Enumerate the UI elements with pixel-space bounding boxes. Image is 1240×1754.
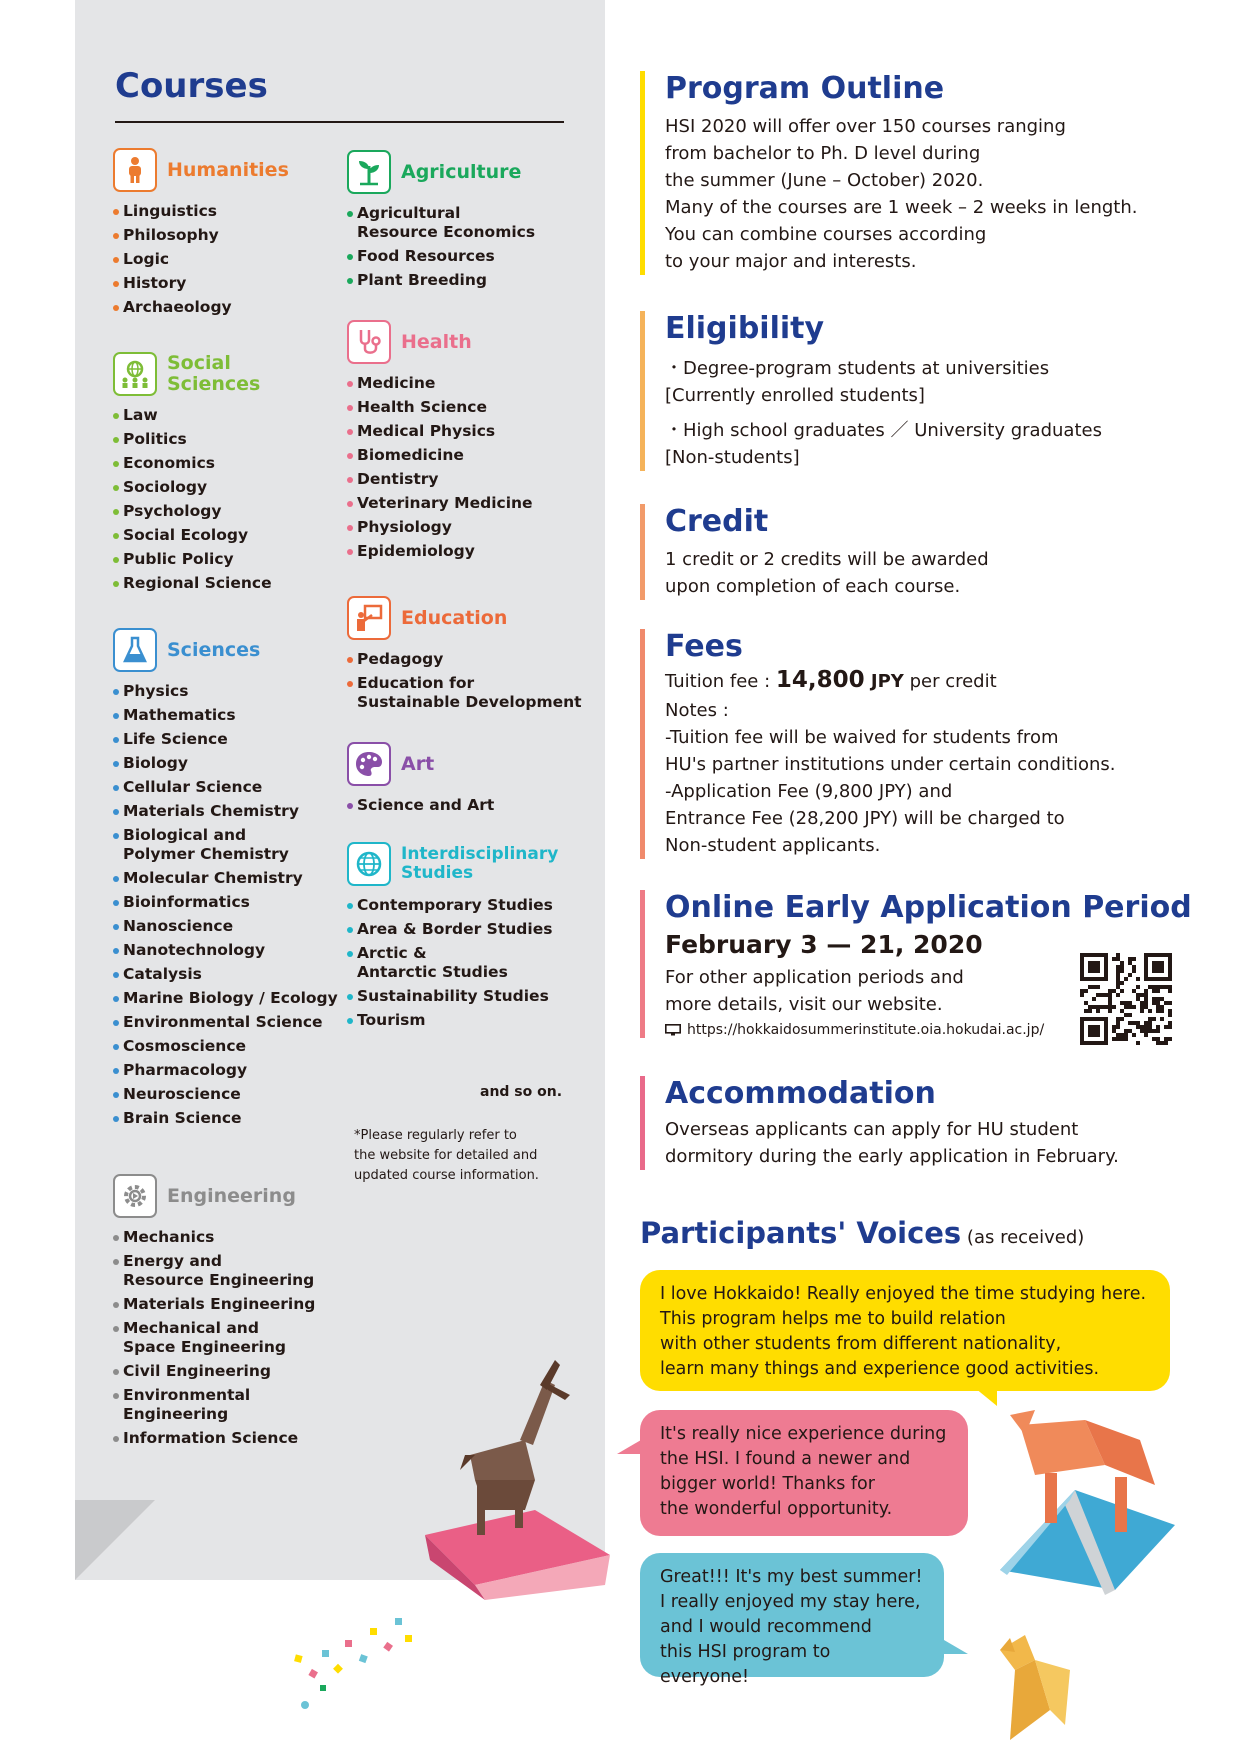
category-title: Humanities	[167, 158, 289, 181]
tuition-label: Tuition fee :	[665, 671, 776, 692]
course-item: Sustainability Studies	[347, 987, 558, 1006]
course-item: Biology	[113, 754, 338, 773]
category-art	[347, 740, 494, 820]
eligibility-item: ・High school graduates ／ University graduates [Non-students]	[665, 420, 1102, 468]
globe-people-icon	[113, 352, 157, 396]
course-item: Area & Border Studies	[347, 920, 558, 939]
course-item: Veterinary Medicine	[347, 494, 533, 513]
course-item: Linguistics	[113, 202, 289, 221]
plant-icon	[347, 150, 391, 194]
course-item: Nanoscience	[113, 917, 338, 936]
course-list	[113, 682, 338, 1128]
course-item: Politics	[113, 430, 272, 449]
course-item: Molecular Chemistry	[113, 869, 338, 888]
palette-icon	[347, 742, 391, 786]
section-accent-bar	[640, 311, 645, 471]
category-social-sciences	[113, 350, 272, 598]
course-item: Food Resources	[347, 247, 535, 266]
and-so-on-text: and so on.	[480, 1084, 563, 1100]
category-title: Social Sciences	[167, 352, 261, 395]
tuition-amount: 14,800	[775, 667, 865, 693]
course-item: Health Science	[347, 398, 533, 417]
category-title: Interdisciplinary Studies	[401, 844, 559, 883]
origami-deer-on-book-illustration	[415, 1360, 615, 1600]
course-item: Physiology	[347, 518, 533, 537]
course-item: Marine Biology / Ecology	[113, 989, 338, 1008]
section-accent-bar	[640, 71, 645, 275]
course-item: Life Science	[113, 730, 338, 749]
teacher-icon	[347, 596, 391, 640]
credit-text: 1 credit or 2 credits will be awarded upon completion of each course.	[665, 549, 989, 597]
course-item: Information Science	[113, 1429, 315, 1448]
category-humanities	[113, 146, 289, 322]
application-dates: February 3 — 21, 2020	[665, 930, 983, 959]
voices-heading: Participants' Voices	[640, 1216, 962, 1250]
course-item: Medicine	[347, 374, 533, 393]
category-interdisciplinary-studies	[347, 840, 558, 1035]
course-item: Social Ecology	[113, 526, 272, 545]
course-item: Catalysis	[113, 965, 338, 984]
course-item: Cellular Science	[113, 778, 338, 797]
courses-divider	[115, 121, 564, 123]
website-note: *Please regularly refer to the website for detailed and updated course information.	[354, 1128, 539, 1183]
course-item: History	[113, 274, 289, 293]
section-accent-bar	[640, 1076, 645, 1170]
section-title: Accommodation	[665, 1076, 936, 1111]
course-item: Education for Sustainable Development	[347, 674, 582, 712]
course-item: Pedagogy	[347, 650, 582, 669]
course-item: Dentistry	[347, 470, 533, 489]
course-item: Psychology	[113, 502, 272, 521]
tuition-unit: JPY	[864, 671, 904, 692]
category-title: Health	[401, 330, 472, 353]
credit-section	[640, 504, 1165, 600]
course-item: Mechanical and Space Engineering	[113, 1319, 315, 1357]
category-agriculture	[347, 148, 535, 295]
course-item: Epidemiology	[347, 542, 533, 561]
category-title: Agriculture	[401, 160, 522, 183]
course-item: Environmental Engineering	[113, 1386, 315, 1424]
course-item: Science and Art	[347, 796, 494, 815]
course-list	[113, 202, 289, 317]
section-accent-bar	[640, 629, 645, 859]
course-item: Pharmacology	[113, 1061, 338, 1080]
origami-bear-on-book-illustration	[995, 1395, 1185, 1595]
course-item: Biological and Polymer Chemistry	[113, 826, 338, 864]
course-item: Materials Engineering	[113, 1295, 315, 1314]
voice-bubble: Great!!! It's my best summer! I really enjoyed my stay here, and I would recommend this HSI program to everyone!	[640, 1553, 944, 1677]
category-title: Sciences	[167, 638, 261, 661]
section-title: Fees	[665, 629, 743, 664]
course-item: Energy and Resource Engineering	[113, 1252, 315, 1290]
qr-code-icon[interactable]	[1080, 953, 1172, 1045]
course-item: Mathematics	[113, 706, 338, 725]
category-sciences	[113, 626, 338, 1133]
course-item: Neuroscience	[113, 1085, 338, 1104]
section-title: Eligibility	[665, 311, 825, 346]
tuition-suffix: per credit	[903, 671, 997, 692]
voice-bubble: It's really nice experience during the HSI. I found a newer and bigger world! Thanks for the wonderful opportunity.	[640, 1410, 968, 1536]
category-engineering	[113, 1172, 315, 1453]
fee-note: -Tuition fee will be waived for students from HU's partner institutions under certain conditions.	[665, 727, 1116, 775]
program-outline-section	[640, 71, 1165, 275]
page-fold-corner	[75, 1500, 155, 1580]
course-list	[347, 374, 533, 561]
section-title: Credit	[665, 504, 769, 539]
course-list	[347, 796, 494, 815]
category-title: Education	[401, 606, 508, 629]
course-item: Regional Science	[113, 574, 272, 593]
course-item: Agricultural Resource Economics	[347, 204, 535, 242]
person-icon	[113, 148, 157, 192]
course-item: Mechanics	[113, 1228, 315, 1247]
course-list	[347, 204, 535, 290]
course-item: Brain Science	[113, 1109, 338, 1128]
voices-subtitle: (as received)	[961, 1227, 1085, 1248]
world-icon	[347, 842, 391, 886]
course-item: Logic	[113, 250, 289, 269]
fee-note: -Application Fee (9,800 JPY) and Entrance Fee (28,200 JPY) will be charged to Non-student applicants.	[665, 781, 1065, 856]
fees-section	[640, 629, 1165, 859]
bubble-tail	[944, 1640, 968, 1654]
course-item: Materials Chemistry	[113, 802, 338, 821]
voice-bubble: I love Hokkaido! Really enjoyed the time studying here. This program helps me to build relation with other students from different nationality, learn many things and experience good activities.	[640, 1270, 1170, 1391]
section-title: Online Early Application Period	[665, 890, 1192, 925]
category-title: Engineering	[167, 1184, 296, 1207]
course-item: Physics	[113, 682, 338, 701]
stethoscope-icon	[347, 320, 391, 364]
category-education	[347, 594, 582, 717]
monitor-icon	[665, 1024, 681, 1036]
origami-squirrel-illustration	[980, 1630, 1070, 1754]
course-item: Economics	[113, 454, 272, 473]
notes-label: Notes :	[665, 700, 729, 721]
tuition-fee-line	[665, 665, 1165, 697]
course-list	[347, 896, 558, 1030]
course-item: Tourism	[347, 1011, 558, 1030]
course-item: Cosmoscience	[113, 1037, 338, 1056]
course-list	[113, 406, 272, 593]
eligibility-section	[640, 311, 1165, 471]
application-text: For other application periods and more details, visit our website.	[665, 967, 964, 1015]
course-item: Environmental Science	[113, 1013, 338, 1032]
accommodation-text: Overseas applicants can apply for HU student dormitory during the early application in February.	[665, 1119, 1119, 1167]
bubble-tail	[975, 1388, 997, 1406]
course-item: Plant Breeding	[347, 271, 535, 290]
eligibility-item: ・Degree-program students at universities [Currently enrolled students]	[665, 358, 1050, 406]
flask-icon	[113, 628, 157, 672]
courses-title: Courses	[115, 66, 268, 106]
course-list	[113, 1228, 315, 1448]
course-item: Nanotechnology	[113, 941, 338, 960]
accommodation-section	[640, 1076, 1205, 1170]
course-item: Arctic & Antarctic Studies	[347, 944, 558, 982]
course-item: Archaeology	[113, 298, 289, 317]
course-item: Public Policy	[113, 550, 272, 569]
course-item: Philosophy	[113, 226, 289, 245]
section-accent-bar	[640, 890, 645, 1038]
bubble-tail	[617, 1440, 641, 1454]
course-item: Contemporary Studies	[347, 896, 558, 915]
category-title: Art	[401, 752, 435, 775]
course-list	[347, 650, 582, 712]
voices-title	[640, 1216, 1084, 1250]
course-item: Bioinformatics	[113, 893, 338, 912]
website-url[interactable]: https://hokkaidosummerinstitute.oia.hokudai.ac.jp/	[687, 1022, 1045, 1038]
program-outline-text: HSI 2020 will offer over 150 courses ranging from bachelor to Ph. D level during the summer (June – October) 2020. Many of the courses are 1 week – 2 weeks in length. You can combine courses according to your major and interests.	[665, 116, 1138, 272]
gear-icon	[113, 1174, 157, 1218]
course-item: Sociology	[113, 478, 272, 497]
course-item: Medical Physics	[347, 422, 533, 441]
course-item: Law	[113, 406, 272, 425]
category-health	[347, 318, 533, 566]
course-item: Civil Engineering	[113, 1362, 315, 1381]
section-title: Program Outline	[665, 71, 945, 106]
confetti-decoration	[290, 1610, 420, 1720]
section-accent-bar	[640, 504, 645, 600]
course-item: Biomedicine	[347, 446, 533, 465]
